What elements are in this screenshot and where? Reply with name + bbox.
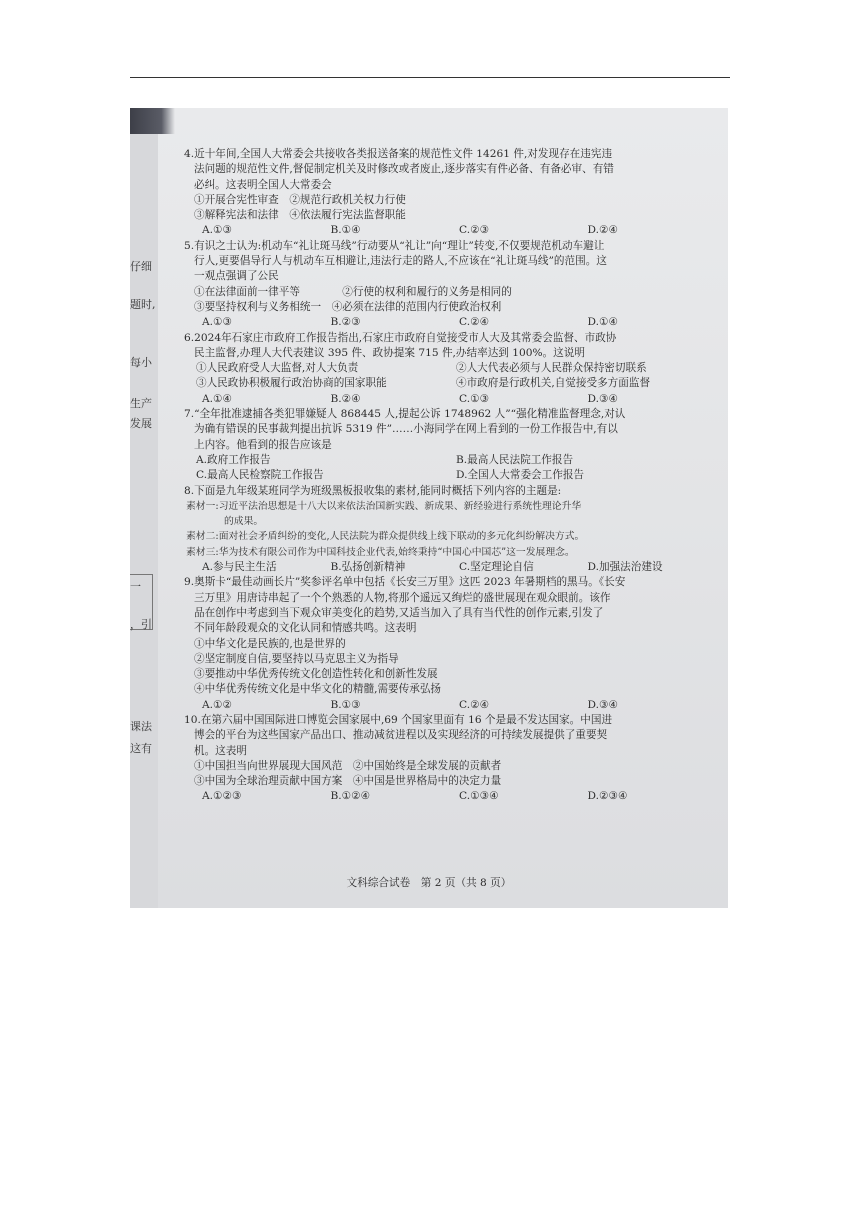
option-d: D.①④: [587, 316, 618, 329]
question-text: 品在创作中考虑到当下观众审美变化的趋势,又适当加入了具有当代性的创作元素,引发了: [194, 606, 604, 619]
answer-options: [184, 453, 716, 468]
edge-text: 仔细: [130, 260, 152, 273]
statement: ①在法律面前一律平等 ②行使的权利和履行的义务是相同的: [194, 285, 512, 298]
option-b: B.①③: [330, 698, 361, 711]
answer-options: [184, 560, 716, 575]
question-text: 行人,更要倡导行人与机动车互相避让,违法行走的路人,不应该在“礼让斑马线”的范围。这: [194, 255, 607, 268]
statement: ④市政府是行政机关,自觉接受多方面监督: [456, 377, 651, 390]
option-c: C.②④: [459, 316, 490, 329]
statement: ③人民政协积极履行政治协商的国家职能: [196, 377, 387, 390]
statement: ③要坚持权利与义务相统一 ④必须在法律的范围内行使政治权利: [194, 300, 502, 313]
edge-text: ，引: [130, 618, 152, 631]
question-5: [184, 239, 716, 331]
option-c: C.②④: [459, 698, 490, 711]
question-text: 10.在第六届中国国际进口博览会国家展中,69 个国家里面有 16 个是最不发达国家。中国进: [184, 713, 613, 726]
question-text: 机。这表明: [194, 744, 247, 757]
option-b: B.弘扬创新精神: [330, 561, 406, 574]
question-text: 6.2024年石家庄市政府工作报告指出,石家庄市政府自觉接受市人大及其常委会监督、市政协: [184, 331, 617, 344]
questions-content: [184, 147, 716, 805]
corner-shadow: [130, 108, 175, 134]
material-text: 的成果。: [224, 516, 264, 528]
question-text: 法问题的规范性文件,督促制定机关及时修改或者废止,逐步落实有件必备、有备必审、有错: [194, 163, 614, 176]
question-text: 必纠。这表明全国人大常委会: [194, 178, 332, 191]
statement: ②坚定制度自信,要坚持以马克思主义为指导: [194, 652, 399, 665]
option-d: D.③④: [587, 698, 618, 711]
top-rule: [130, 77, 730, 78]
answer-options: [184, 315, 716, 330]
statement: ①中华文化是民族的,也是世界的: [194, 637, 346, 650]
option-b: B.②③: [330, 316, 361, 329]
option-b: B.①④: [330, 224, 361, 237]
option-d: D.②④: [587, 224, 618, 237]
question-text: 8.下面是九年级某班同学为班级黑板报收集的素材,能同时概括下列内容的主题是:: [184, 484, 562, 497]
page-footer: 文科综合试卷 第 2 页（共 8 页）: [346, 877, 512, 889]
question-6: [184, 331, 716, 407]
question-text: 三万里》用唐诗串起了一个个熟悉的人物,将那个遥远又绚烂的盛世展现在观众眼前。该作: [194, 591, 611, 604]
option-a: A.①③: [202, 224, 233, 237]
question-4: [184, 147, 716, 239]
question-text: 一观点强调了公民: [194, 270, 279, 283]
statement: ③中国为全球治理贡献中国方案 ④中国是世界格局中的决定力量: [194, 775, 502, 788]
statement-row: [184, 376, 716, 391]
statement: ③解释宪法和法律 ④依法履行宪法监督职能: [194, 209, 406, 222]
option-d: D.②③④: [587, 790, 628, 803]
option-a: A.①②③: [202, 790, 242, 803]
question-7: [184, 407, 716, 483]
question-8: [184, 484, 716, 576]
answer-options: [184, 392, 716, 407]
question-9: [184, 575, 716, 713]
edge-text: 题时,: [130, 298, 156, 311]
option-d: D.全国人大常委会工作报告: [456, 469, 585, 482]
statement: ①中国担当向世界展现大国风范 ②中国始终是全球发展的贡献者: [194, 759, 502, 772]
option-a: A.参与民主生活: [202, 561, 277, 574]
answer-options: [184, 789, 716, 804]
edge-text: 每小: [130, 356, 152, 369]
question-text: 7.“全年批准逮捕各类犯罪嫌疑人 868445 人,提起公诉 1748962 人”“强化精准监督理念,对认: [184, 408, 626, 421]
material-text: 素材一:习近平法治思想是十八大以来依法治国新实践、新成果、新经验进行系统性理论升华: [186, 500, 582, 512]
statement: ②人大代表必须与人民群众保持密切联系: [456, 362, 647, 375]
question-text: 为确有错误的民事裁判提出抗诉 5319 件”……小海同学在网上看到的一份工作报告中,有以: [194, 423, 618, 436]
statement-row: [184, 361, 716, 376]
option-b: B.①②④: [330, 790, 371, 803]
previous-page-strip: [130, 108, 158, 908]
option-a: A.①③: [202, 316, 233, 329]
question-text: 民主监督,办理人大代表建议 395 件、政协提案 715 件,办结率达到 100%。这说明: [194, 346, 585, 359]
material-text: 素材三:华为技术有限公司作为中国科技企业代表,始终秉持“中国心中国芯”这一发展理念。: [186, 546, 575, 558]
option-b: B.②④: [330, 392, 361, 405]
option-d: D.加强法治建设: [587, 561, 663, 574]
question-text: 9.奥斯卡“最佳动画长片”奖参评名单中包括《长安三万里》这匹 2023 年暑期档的黑马。《长安: [184, 576, 626, 589]
material-text: 素材二:面对社会矛盾纠纷的变化,人民法院为群众提供线上线下联动的多元化纠纷解决方式。: [186, 531, 585, 543]
question-text: 博会的平台为这些国家产品出口、推动减贫进程以及实现经济的可持续发展提供了重要契: [194, 729, 608, 742]
statement: ③要推动中华优秀传统文化创造性转化和创新性发展: [194, 668, 438, 681]
option-c: C.①③④: [459, 790, 499, 803]
answer-options: [184, 698, 716, 713]
option-a: A.政府工作报告: [196, 453, 271, 466]
option-c: C.②③: [459, 224, 490, 237]
edge-text: 生产: [130, 397, 152, 410]
question-text: 5.有识之士认为:机动车“礼让斑马线”行动要从“礼让”向“理让”转变,不仅要规范机动车避让: [184, 239, 605, 252]
question-10: [184, 713, 716, 805]
option-d: D.③④: [587, 392, 618, 405]
question-text: 4.近十年间,全国人大常委会共接收各类报送备案的规范性文件 14261 件,对发现存在违宪违: [184, 148, 613, 160]
answer-options: [184, 468, 716, 483]
question-text: 上内容。他看到的报告应该是: [194, 438, 332, 451]
statement: ①开展合宪性审查 ②规范行政机关权力行使: [194, 193, 406, 206]
edge-text: 一: [130, 580, 141, 593]
exam-page-photo: [130, 108, 728, 908]
edge-text: 课法: [130, 720, 152, 733]
option-a: A.①④: [202, 392, 233, 405]
question-text: 不同年龄段观众的文化认同和情感共鸣。这表明: [194, 622, 417, 635]
option-c: C.①③: [459, 392, 490, 405]
option-c: C.最高人民检察院工作报告: [196, 469, 324, 482]
option-c: C.坚定理论自信: [459, 561, 534, 574]
statement: ④中华优秀传统文化是中华文化的精髓,需要传承弘扬: [194, 683, 442, 696]
answer-options: [184, 223, 716, 238]
edge-text: 这有: [130, 742, 152, 755]
edge-text: 发展: [130, 417, 152, 430]
statement: ①人民政府受人大监督,对人大负责: [196, 362, 359, 375]
option-b: B.最高人民法院工作报告: [456, 453, 574, 466]
option-a: A.①②: [202, 698, 233, 711]
